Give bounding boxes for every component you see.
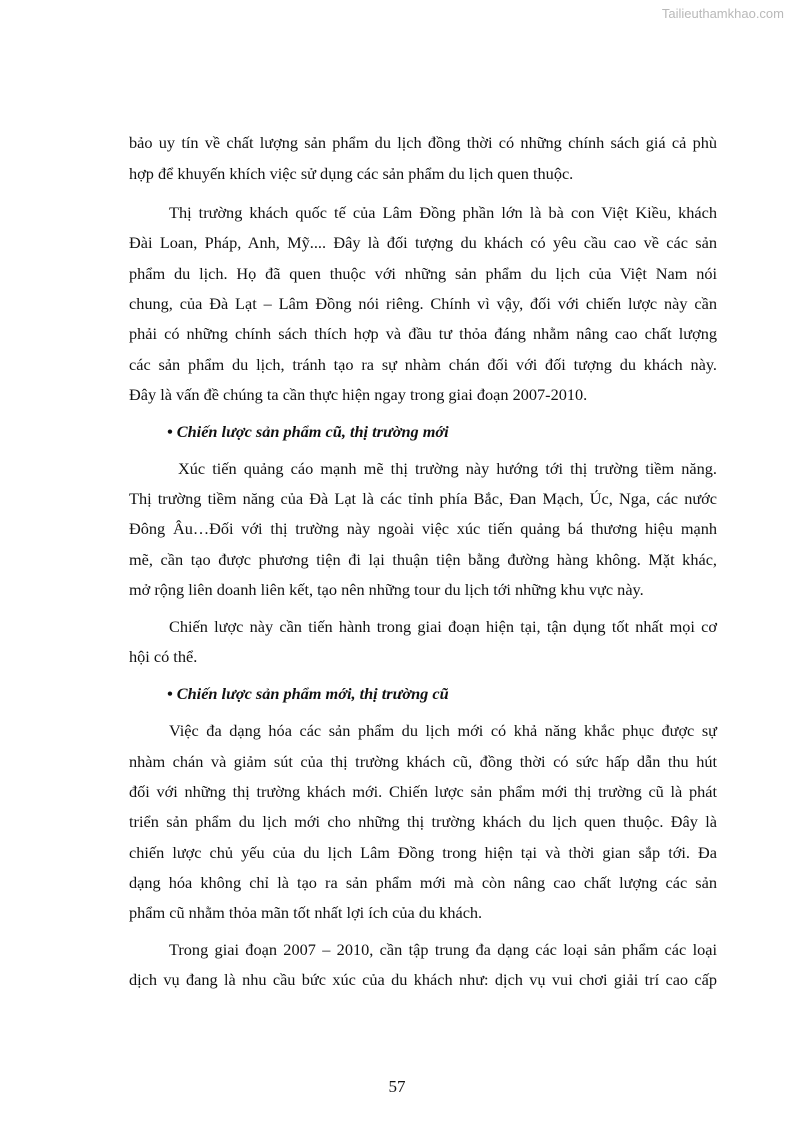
page-number: 57 — [388, 1077, 406, 1096]
text-line: Đài Loan, Pháp, Anh, Mỹ.... Đây là đối tượng du khách có yêu cầu cao về các sản — [129, 233, 717, 252]
text-line: Chiến lược này cần tiến hành trong giai đoạn hiện tại, tận dụng tốt nhất mọi cơ — [169, 617, 717, 636]
text-line: chung, của Đà Lạt – Lâm Đồng nói riêng. Chính vì vậy, đối với chiến lược này cần — [129, 294, 717, 313]
text-line: chiến lược chủ yếu của du lịch Lâm Đồng trong hiện tại và thời gian sắp tới. Đa — [129, 843, 717, 862]
text-line: Việc đa dạng hóa các sản phẩm du lịch mới có khả năng khắc phục được sự — [169, 721, 717, 740]
text-line: Đông Âu…Đối với thị trường này ngoài việc xúc tiến quảng bá thương hiệu mạnh — [129, 519, 717, 538]
text-line: bảo uy tín về chất lượng sản phẩm du lịch đồng thời có những chính sách giá cả phù — [129, 133, 717, 152]
text-line: mẽ, cần tạo được phương tiện đi lại thuận tiện bằng đường hàng không. Mặt khác, — [129, 550, 717, 569]
text-line: nhàm chán và giảm sút của thị trường khách cũ, đồng thời có sức hấp dẫn thu hút — [129, 752, 717, 771]
text-line: Thị trường khách quốc tế của Lâm Đồng phần lớn là bà con Việt Kiều, khách — [169, 203, 717, 222]
text-line: đối với những thị trường khách mới. Chiến lược sản phẩm mới thị trường cũ là phát — [129, 782, 717, 801]
text-line: các sản phẩm du lịch, tránh tạo ra sự nhàm chán đối với đối tượng du khách này. — [129, 355, 717, 374]
text-line: phẩm du lịch. Họ đã quen thuộc với những sản phẩm du lịch của Việt Nam nói — [129, 264, 717, 283]
text-line: hợp để khuyến khích việc sử dụng các sản phẩm du lịch quen thuộc. — [129, 164, 574, 183]
text-line: Thị trường tiềm năng của Đà Lạt là các tỉnh phía Bắc, Đan Mạch, Úc, Nga, các nước — [129, 489, 717, 508]
text-line: dịch vụ đang là nhu cầu bức xúc của du khách như: dịch vụ vui chơi giải trí cao cấp — [129, 970, 717, 989]
watermark: Tailieuthamkhao.com — [661, 6, 784, 21]
text-line: dạng hóa không chỉ là tạo ra sản phẩm mới mà còn nâng cao chất lượng các sản — [129, 873, 717, 892]
text-line: Trong giai đoạn 2007 – 2010, cần tập trung đa dạng các loại sản phẩm các loại — [169, 940, 717, 959]
text-line: phẩm cũ nhằm thỏa mãn tốt nhất lợi ích của du khách. — [129, 903, 483, 922]
section-heading: • Chiến lược sản phẩm cũ, thị trường mới — [167, 422, 449, 441]
section-heading: • Chiến lược sản phẩm mới, thị trường cũ — [167, 684, 449, 703]
text-line: Đây là vấn đề chúng ta cần thực hiện ngay trong giai đoạn 2007-2010. — [129, 385, 588, 404]
text-line: mở rộng liên doanh liên kết, tạo nên những tour du lịch tới những khu vực này. — [129, 580, 644, 599]
text-line: hội có thể. — [129, 647, 198, 666]
text-line: triển sản phẩm du lịch mới cho những thị trường khách du lịch quen thuộc. Đây là — [129, 812, 717, 831]
text-line: phải có những chính sách thích hợp và đầu tư thỏa đáng nhằm nâng cao chất lượng — [129, 324, 717, 343]
text-line: Xúc tiến quảng cáo mạnh mẽ thị trường này hướng tới thị trường tiềm năng. — [178, 459, 717, 478]
